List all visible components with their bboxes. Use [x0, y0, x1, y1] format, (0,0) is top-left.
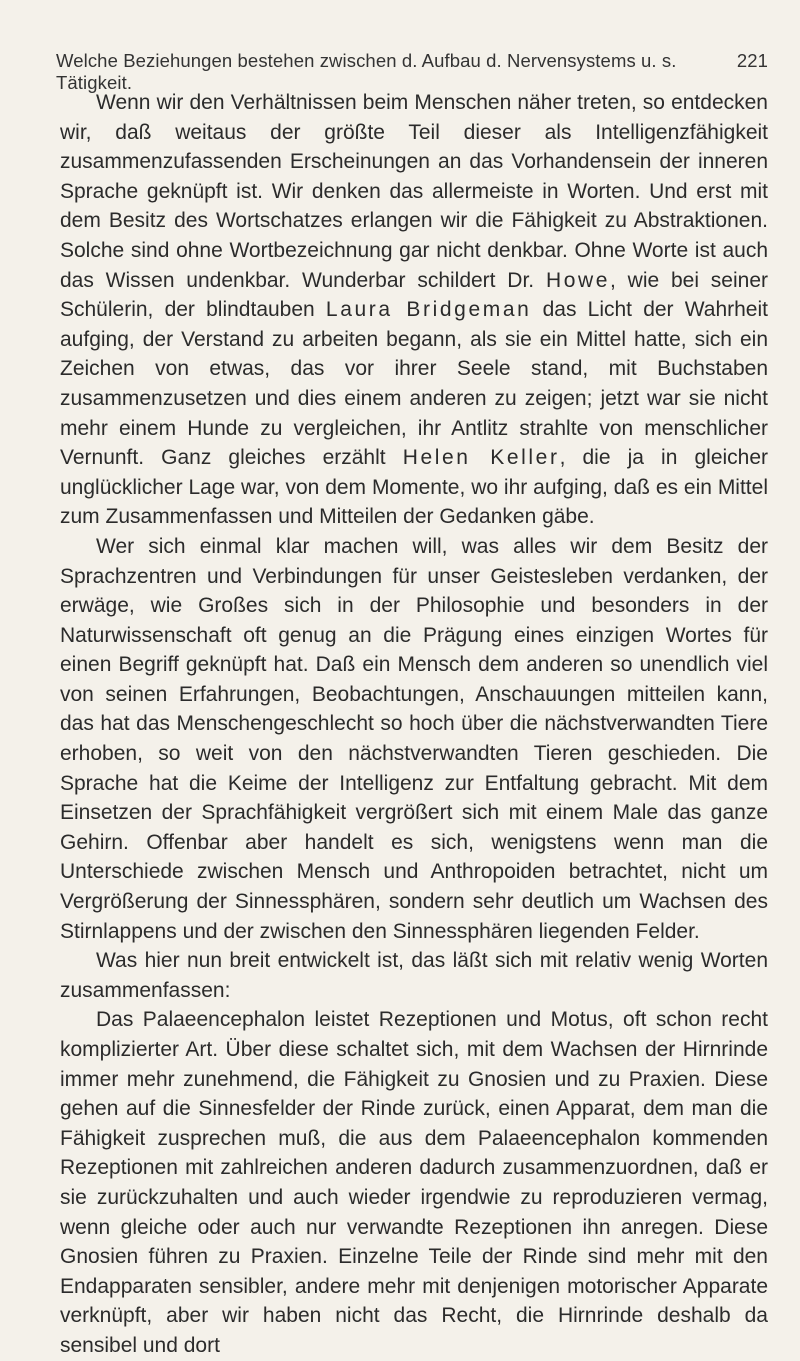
name-laura-bridgeman: Laura Bridgeman	[325, 298, 532, 322]
body-text	[60, 88, 768, 1361]
book-page	[56, 50, 768, 1361]
paragraph-1-text-d: , die ja in gleicher unglücklicher Lage war, von dem Momente, wo ihr aufging, daß es ein Mittel zum Zusammenfassen und Mitteilen der Gedanken gäbe.	[60, 446, 769, 529]
paragraph-4: Das Palaeencephalon leistet Rezeptionen und Motus, oft schon recht komplizierter Art. Über diese schaltet sich, mit dem Wachsen der Hirnrinde immer mehr zunehmend, die Fähigkeit zu Gnosien und zu Praxien. Diese gehen auf die Sinnesfelder der Rinde zurück, einen Apparat, dem man die Fähigkeit zusprechen muß, die aus dem Palaeencephalon kommenden Rezeptionen mit zahlreichen anderen dadurch zusammenzuordnen, daß er sie zurückzuhalten und auch wieder irgendwie zu reproduzieren vermag, wenn gleiche oder auch nur verwandte Rezeptionen ihn anregen. Diese Gnosien führen zu Praxien. Einzelne Teile der Rinde sind mehr mit den Endapparaten sensibler, andere mehr mit denjenigen motorischer Apparate verknüpft, aber wir haben nicht das Recht, die Hirnrinde deshalb da sensibel und dort	[60, 1008, 768, 1357]
paragraph-1-text-a: Wenn wir den Verhältnissen beim Menschen näher treten, so entdecken wir, daß weitaus der größte Teil dieser als Intelligenzfähigkeit zusammenzufassenden Erscheinungen an das Vorhandensein der inneren Sprache geknüpft ist. Wir denken das allermeiste in Worten. Und erst mit dem Besitz des Wortschatzes erlangen wir die Fähigkeit zu Abstraktionen. Solche sind ohne Wortbezeichnung gar nicht denkbar. Ohne Worte ist auch das Wissen undenkbar. Wunderbar schildert Dr.	[60, 91, 768, 292]
name-helen-keller: Helen Keller	[402, 446, 560, 470]
paragraph-1-text-b: , wie bei seiner Schülerin, der blindtauben	[60, 268, 769, 322]
paragraph-1-text-c: das Licht der Wahrheit aufging, der Verstand zu arbeiten begann, als sie ein Mittel hatte, sich ein Zeichen von etwas, das vor ihrer Seele stand, mit Buchstaben zusammenzusetzen und dies einem anderen zu zeigen; jetzt war sie nicht mehr einem Hunde zu vergleichen, ihr Antlitz strahlte von menschlicher Vernunft. Ganz gleiches erzählt	[60, 298, 768, 470]
paragraph-1	[60, 88, 768, 532]
running-head-title: Welche Beziehungen bestehen zwischen d. Aufbau d. Nervensystems u. s. Tätigkeit.	[56, 50, 677, 93]
paragraph-3: Was hier nun breit entwickelt ist, das läßt sich mit relativ wenig Worten zusammenfassen:	[60, 949, 768, 1002]
page-number: 221	[736, 50, 768, 71]
paragraph-2: Wer sich einmal klar machen will, was alles wir dem Besitz der Sprachzentren und Verbindungen für unser Geistesleben verdanken, der erwäge, wie Großes sich in der Philosophie und besonders in der Naturwissenschaft oft genug an die Prägung eines einzigen Wortes für einen Begriff geknüpft hat. Daß ein Mensch dem anderen so unendlich viel von seinen Erfahrungen, Beobachtungen, Anschauungen mitteilen kann, das hat das Menschengeschlecht so hoch über die nächstverwandten Tiere erhoben, so weit von den nächstverwandten Tieren geschieden. Die Sprache hat die Keime der Intelligenz zur Entfaltung gebracht. Mit dem Einsetzen der Sprachfähigkeit vergrößert sich mit einem Male das ganze Gehirn. Offenbar aber handelt es sich, wenigstens wenn man die Unterschiede zwischen Mensch und Anthropoiden betrachtet, nicht um Vergrößerung der Sinnessphären, sondern sehr deutlich um Wachsen des Stirnlappens und der zwischen den Sinnessphären liegenden Felder.	[60, 534, 768, 943]
name-howe: Howe	[545, 268, 611, 292]
running-head	[56, 50, 768, 93]
